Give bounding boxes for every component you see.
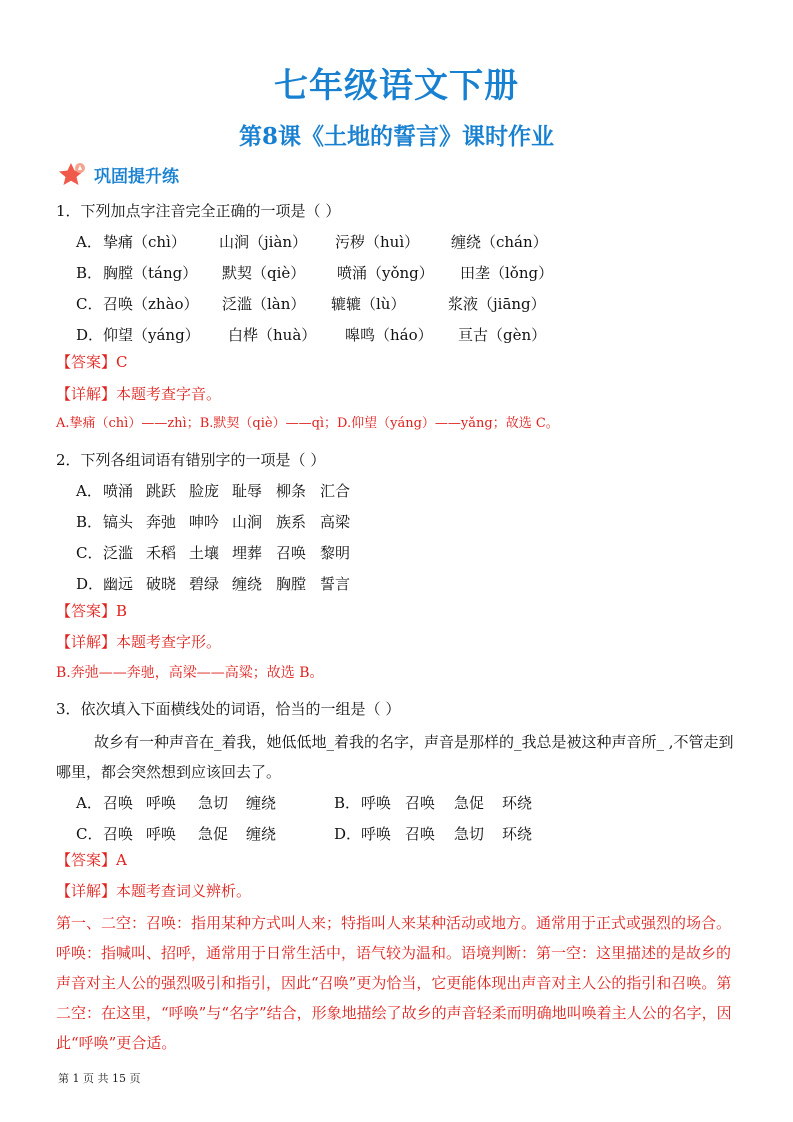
- q1-answer: 【答案】C: [56, 353, 128, 371]
- q3-options-row-1: [76, 793, 532, 813]
- q3-explain: 【详解】本题考查词义辨析。: [56, 882, 252, 900]
- q3-detail: 第一、二空：召唤：指用某种方式叫人来；特指叫人来某种活动或地方。通常用于正式或强烈的场合。呼唤：指喊叫、招呼，通常用于日常生活中，语气较为温和。语境判断：第一空：这里描述的是故乡的声音对主人公的强烈吸引和指引，因此“召唤”更为恰当，它更能体现出声音对主人公的指引和召唤。第二空：在这里，“呼唤”与“名字”结合，形象地描绘了故乡的声音轻柔而明确地叫唤着主人公的名字，因此“呼唤”更合适。: [56, 914, 732, 1052]
- section-label: 巩固提升练: [94, 166, 179, 187]
- q1-option-c: C．召唤（zhào） 泛滥（làn） 辘辘（lù） 浆液（jiāng）: [76, 295, 546, 313]
- q2-option-a: A．喷涌 跳跃 脸庞 耻辱 柳条 汇合: [76, 482, 351, 500]
- q3-options-row-2: [76, 824, 532, 844]
- q3-option-b: B．呼唤 召唤 急促 环绕: [334, 794, 533, 812]
- q2-answer: 【答案】B: [56, 602, 128, 620]
- q2-detail: B.奔弛——奔驰，高梁——高粱；故选 B。: [56, 665, 324, 681]
- section-header: [58, 160, 179, 188]
- q1-explain: 【详解】本题考查字音。: [56, 385, 222, 403]
- lesson-subtitle: 第8课《土地的誓言》课时作业: [238, 123, 554, 150]
- star-badge-icon: [58, 162, 88, 186]
- q2-option-b: B．镐头 奔弛 呻吟 山涧 族系 高梁: [76, 513, 351, 531]
- q2-stem: 2．下列各组词语有错别字的一项是（ ）: [56, 451, 326, 469]
- q2-explain: 【详解】本题考查字形。: [56, 633, 222, 651]
- q1-option-b: B．胸膛（táng） 默契（qiè） 喷涌（yǒng） 田垄（lǒng）: [76, 264, 554, 282]
- q1-option-d: D．仰望（yáng） 白桦（huà） 嗥鸣（háo） 亘古（gèn）: [76, 326, 547, 344]
- page-footer: 第 1 页 共 15 页: [58, 1072, 141, 1085]
- q1-option-a: A．挚痛（chì） 山涧（jiàn） 污秽（huì） 缠绕（chán）: [76, 233, 548, 251]
- q3-option-a: A．召唤 呼唤 急切 缠绕: [76, 794, 277, 812]
- page-title: 七年级语文下册: [274, 66, 519, 106]
- q3-stem: 3．依次填入下面横线处的词语，恰当的一组是（ ）: [56, 700, 401, 718]
- q2-option-d: D．幽远 破晓 碧绿 缠绕 胸膛 誓言: [76, 575, 351, 593]
- q1-detail: A.挚痛（chì）——zhì；B.默契（qiè）——qì；D.仰望（yáng）——yǎng；故选 C。: [56, 416, 559, 431]
- q3-option-c: C．召唤 呼唤 急促 缠绕: [76, 825, 277, 843]
- q1-stem: 1．下列加点字注音完全正确的一项是（ ）: [56, 202, 341, 220]
- q3-option-d: D．呼唤 召唤 急切 环绕: [334, 825, 533, 843]
- q2-option-c: C．泛滥 禾稻 土壤 埋葬 召唤 黎明: [76, 544, 351, 562]
- q3-answer: 【答案】A: [56, 851, 127, 869]
- q3-passage: 故乡有一种声音在_着我，她低低地_着我的名字，声音是那样的_我总是被这种声音所_ ,不管走到哪里，都会突然想到应该回去了。: [56, 733, 734, 781]
